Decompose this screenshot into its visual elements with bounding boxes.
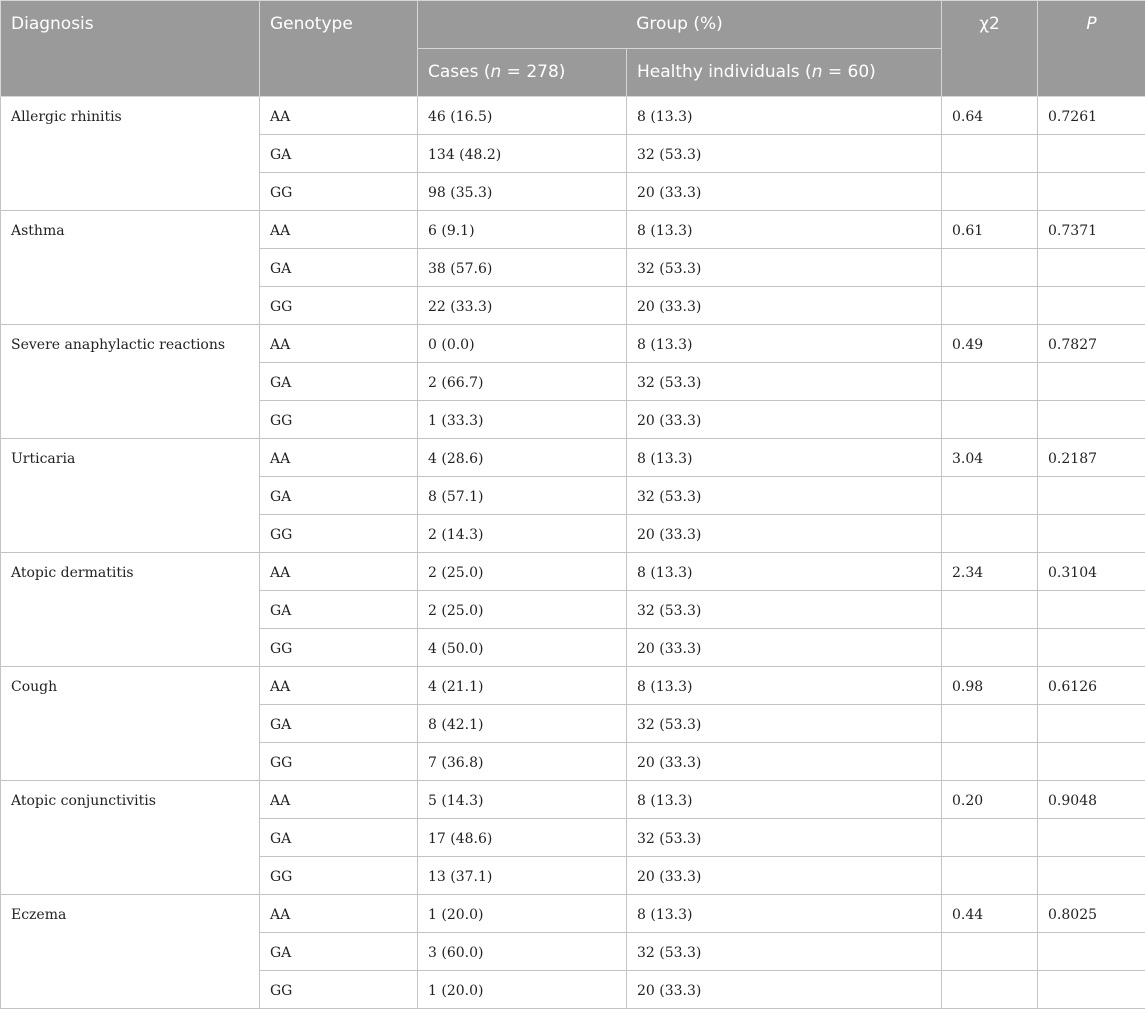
genotype-cell: GA [260, 363, 418, 401]
healthy-cell: 8 (13.3) [627, 325, 942, 363]
p-cell [1038, 135, 1145, 173]
cases-cell: 17 (48.6) [418, 819, 627, 857]
genotype-cell: AA [260, 781, 418, 819]
table-row [1, 325, 1145, 363]
header-diagnosis: Diagnosis [1, 1, 260, 97]
cases-cell: 8 (42.1) [418, 705, 627, 743]
healthy-cell: 32 (53.3) [627, 933, 942, 971]
genotype-cell: GG [260, 743, 418, 781]
genotype-cell: GG [260, 629, 418, 667]
diagnosis-cell: Cough [1, 667, 260, 781]
chi2-cell [942, 135, 1038, 173]
p-cell: 0.3104 [1038, 553, 1145, 591]
header-group: Group (%) [418, 1, 942, 49]
chi2-cell: 2.34 [942, 553, 1038, 591]
p-cell [1038, 705, 1145, 743]
cases-cell: 22 (33.3) [418, 287, 627, 325]
chi2-cell [942, 591, 1038, 629]
p-cell [1038, 591, 1145, 629]
table-row [1, 895, 1145, 933]
chi2-cell [942, 249, 1038, 287]
table-row [1, 211, 1145, 249]
healthy-cell: 8 (13.3) [627, 439, 942, 477]
p-cell: 0.7261 [1038, 97, 1145, 135]
genotype-cell: GG [260, 515, 418, 553]
p-cell: 0.6126 [1038, 667, 1145, 705]
healthy-cell: 32 (53.3) [627, 135, 942, 173]
chi2-cell: 0.20 [942, 781, 1038, 819]
chi2-cell [942, 933, 1038, 971]
healthy-cell: 32 (53.3) [627, 819, 942, 857]
genotype-cell: AA [260, 97, 418, 135]
cases-cell: 4 (28.6) [418, 439, 627, 477]
cases-cell: 2 (14.3) [418, 515, 627, 553]
cases-cell: 38 (57.6) [418, 249, 627, 287]
cases-cell: 4 (21.1) [418, 667, 627, 705]
p-cell [1038, 173, 1145, 211]
p-cell [1038, 971, 1145, 1009]
genotype-cell: GG [260, 287, 418, 325]
chi2-cell [942, 857, 1038, 895]
header-cases-n: n [490, 62, 502, 82]
genotype-cell: AA [260, 553, 418, 591]
table-row [1, 667, 1145, 705]
p-cell [1038, 477, 1145, 515]
chi2-cell [942, 287, 1038, 325]
cases-cell: 13 (37.1) [418, 857, 627, 895]
healthy-cell: 32 (53.3) [627, 477, 942, 515]
header-healthy-prefix: Healthy individuals ( [637, 62, 812, 82]
healthy-cell: 20 (33.3) [627, 287, 942, 325]
header-healthy-n: n [811, 62, 823, 82]
chi2-cell: 3.04 [942, 439, 1038, 477]
header-row-1 [1, 1, 1145, 49]
cases-cell: 134 (48.2) [418, 135, 627, 173]
p-cell [1038, 249, 1145, 287]
healthy-cell: 20 (33.3) [627, 173, 942, 211]
genotype-cell: AA [260, 439, 418, 477]
genotype-cell: AA [260, 325, 418, 363]
healthy-cell: 20 (33.3) [627, 971, 942, 1009]
genotype-cell: GA [260, 819, 418, 857]
chi2-cell: 0.61 [942, 211, 1038, 249]
p-cell [1038, 401, 1145, 439]
genotype-cell: AA [260, 211, 418, 249]
diagnosis-cell: Urticaria [1, 439, 260, 553]
p-cell: 0.7371 [1038, 211, 1145, 249]
healthy-cell: 8 (13.3) [627, 553, 942, 591]
table-row [1, 553, 1145, 591]
diagnosis-cell: Atopic dermatitis [1, 553, 260, 667]
healthy-cell: 32 (53.3) [627, 591, 942, 629]
genotype-cell: GA [260, 135, 418, 173]
header-genotype: Genotype [260, 1, 418, 97]
p-cell [1038, 857, 1145, 895]
genotype-cell: GG [260, 173, 418, 211]
p-cell [1038, 363, 1145, 401]
table-body [1, 97, 1145, 1009]
chi2-cell: 0.98 [942, 667, 1038, 705]
cases-cell: 46 (16.5) [418, 97, 627, 135]
cases-cell: 3 (60.0) [418, 933, 627, 971]
p-cell: 0.2187 [1038, 439, 1145, 477]
header-cases [418, 49, 627, 97]
diagnosis-cell: Severe anaphylactic reactions [1, 325, 260, 439]
genotype-cell: GA [260, 933, 418, 971]
chi2-cell [942, 705, 1038, 743]
healthy-cell: 8 (13.3) [627, 211, 942, 249]
healthy-cell: 8 (13.3) [627, 895, 942, 933]
diagnosis-cell: Atopic conjunctivitis [1, 781, 260, 895]
p-cell: 0.7827 [1038, 325, 1145, 363]
p-cell [1038, 287, 1145, 325]
p-cell [1038, 515, 1145, 553]
healthy-cell: 32 (53.3) [627, 705, 942, 743]
healthy-cell: 20 (33.3) [627, 629, 942, 667]
genotype-cell: GG [260, 971, 418, 1009]
p-cell [1038, 629, 1145, 667]
cases-cell: 2 (25.0) [418, 591, 627, 629]
cases-cell: 4 (50.0) [418, 629, 627, 667]
chi2-cell [942, 819, 1038, 857]
diagnosis-cell: Eczema [1, 895, 260, 1009]
cases-cell: 1 (20.0) [418, 971, 627, 1009]
healthy-cell: 8 (13.3) [627, 781, 942, 819]
cases-cell: 5 (14.3) [418, 781, 627, 819]
chi2-cell [942, 477, 1038, 515]
healthy-cell: 8 (13.3) [627, 667, 942, 705]
cases-cell: 8 (57.1) [418, 477, 627, 515]
genotype-cell: GA [260, 477, 418, 515]
table-row [1, 439, 1145, 477]
chi2-cell [942, 743, 1038, 781]
header-cases-suffix: = 278) [501, 62, 566, 82]
healthy-cell: 32 (53.3) [627, 249, 942, 287]
table-header [1, 1, 1145, 97]
p-cell [1038, 933, 1145, 971]
chi2-cell [942, 401, 1038, 439]
header-p-label: P [1086, 14, 1097, 34]
genotype-cell: GG [260, 401, 418, 439]
healthy-cell: 20 (33.3) [627, 857, 942, 895]
healthy-cell: 20 (33.3) [627, 401, 942, 439]
genotype-cell: GA [260, 591, 418, 629]
healthy-cell: 20 (33.3) [627, 515, 942, 553]
table-row [1, 781, 1145, 819]
table-row [1, 97, 1145, 135]
header-cases-prefix: Cases ( [428, 62, 491, 82]
diagnosis-cell: Asthma [1, 211, 260, 325]
cases-cell: 1 (33.3) [418, 401, 627, 439]
cases-cell: 1 (20.0) [418, 895, 627, 933]
p-cell: 0.8025 [1038, 895, 1145, 933]
header-chi2: χ2 [942, 1, 1038, 97]
header-healthy-suffix: = 60) [822, 62, 876, 82]
chi2-cell: 0.44 [942, 895, 1038, 933]
genotype-cell: GG [260, 857, 418, 895]
cases-cell: 2 (25.0) [418, 553, 627, 591]
genotype-cell: AA [260, 667, 418, 705]
healthy-cell: 20 (33.3) [627, 743, 942, 781]
genotype-cell: AA [260, 895, 418, 933]
chi2-cell [942, 173, 1038, 211]
cases-cell: 0 (0.0) [418, 325, 627, 363]
p-cell [1038, 819, 1145, 857]
p-cell: 0.9048 [1038, 781, 1145, 819]
chi2-cell [942, 515, 1038, 553]
chi2-cell [942, 629, 1038, 667]
genotype-cell: GA [260, 705, 418, 743]
cases-cell: 7 (36.8) [418, 743, 627, 781]
header-healthy [627, 49, 942, 97]
p-cell [1038, 743, 1145, 781]
healthy-cell: 32 (53.3) [627, 363, 942, 401]
chi2-cell [942, 971, 1038, 1009]
header-p [1038, 1, 1145, 97]
diagnosis-cell: Allergic rhinitis [1, 97, 260, 211]
cases-cell: 6 (9.1) [418, 211, 627, 249]
chi2-cell: 0.49 [942, 325, 1038, 363]
healthy-cell: 8 (13.3) [627, 97, 942, 135]
cases-cell: 2 (66.7) [418, 363, 627, 401]
chi2-cell [942, 363, 1038, 401]
chi2-cell: 0.64 [942, 97, 1038, 135]
cases-cell: 98 (35.3) [418, 173, 627, 211]
genotype-cell: GA [260, 249, 418, 287]
